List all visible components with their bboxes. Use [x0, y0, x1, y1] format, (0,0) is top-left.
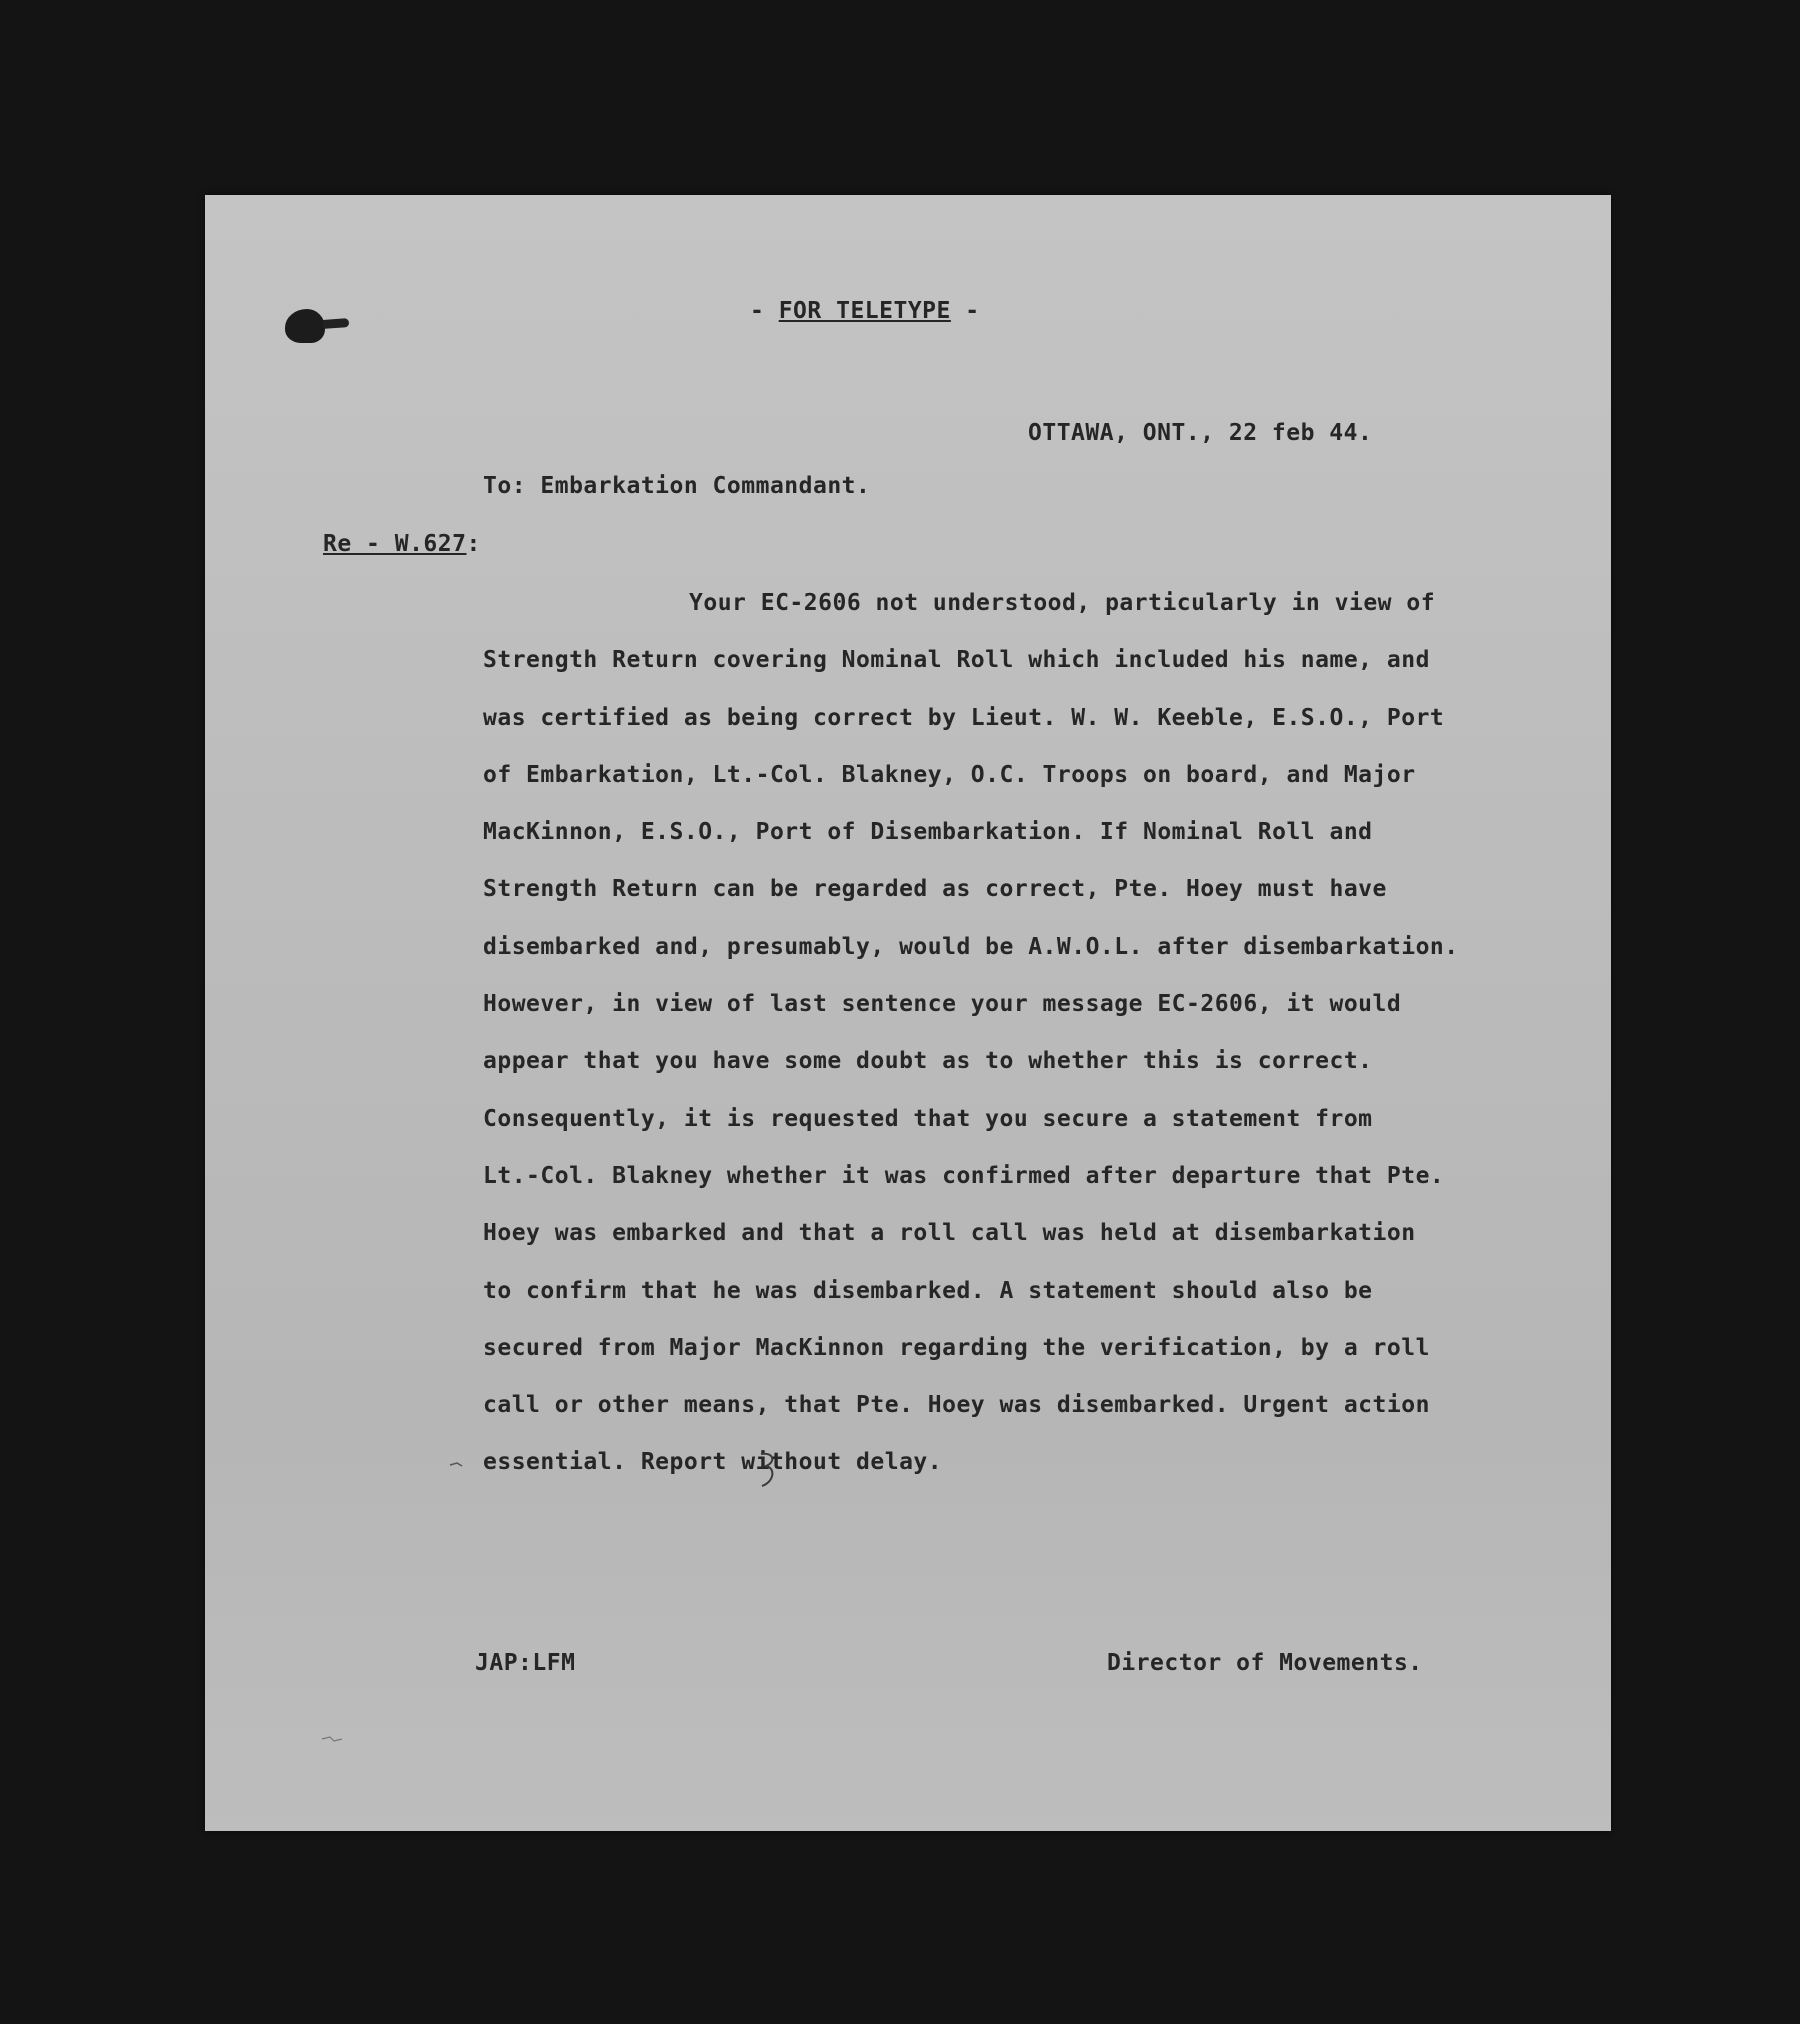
body-line: to confirm that he was disembarked. A statement should also be	[483, 1277, 1373, 1304]
heading-prefix: -	[750, 298, 779, 324]
body-line: was certified as being correct by Lieut. W. W. Keeble, E.S.O., Port	[483, 704, 1445, 731]
heading-text: FOR TELETYPE	[778, 298, 951, 324]
signature-block: Director of Movements.	[1107, 1650, 1423, 1676]
pencil-margin-mark	[320, 1733, 350, 1745]
body-line: secured from Major MacKinnon regarding the verification, by a roll	[483, 1334, 1430, 1361]
body-line: Hoey was embarked and that a roll call was held at disembarkation	[483, 1220, 1416, 1247]
teletype-document	[205, 195, 1611, 1831]
body-line: MacKinnon, E.S.O., Port of Disembarkation. If Nominal Roll and	[483, 819, 1373, 846]
body-line: of Embarkation, Lt.-Col. Blakney, O.C. Troops on board, and Major	[483, 761, 1416, 788]
ink-blot-mark	[285, 309, 325, 343]
typist-initials: JAP:LFM	[475, 1650, 576, 1676]
reference-number: Re - W.627	[323, 531, 467, 557]
body-line: Strength Return covering Nominal Roll which included his name, and	[483, 647, 1430, 674]
body-line: Strength Return can be regarded as correct, Pte. Hoey must have	[483, 876, 1387, 903]
margin-tick-mark	[449, 1461, 463, 1469]
message-body	[483, 585, 1483, 1502]
body-line: appear that you have some doubt as to whether this is correct.	[483, 1048, 1373, 1075]
body-line: Consequently, it is requested that you secure a statement from	[483, 1105, 1373, 1132]
ink-blot-tail	[323, 318, 350, 329]
body-line: essential. Report without delay.	[483, 1449, 943, 1476]
document-heading	[750, 298, 980, 324]
reference-colon: :	[466, 531, 481, 557]
pencil-annotation-mark	[758, 1450, 780, 1490]
body-line: disembarked and, presumably, would be A.W.O.L. after disembarkation.	[483, 933, 1459, 960]
reference-line	[323, 531, 481, 557]
dateline: OTTAWA, ONT., 22 feb 44.	[1028, 420, 1373, 446]
recipient-line: To: Embarkation Commandant.	[483, 473, 871, 499]
body-line: call or other means, that Pte. Hoey was disembarked. Urgent action	[483, 1392, 1430, 1419]
body-line: However, in view of last sentence your message EC-2606, it would	[483, 991, 1402, 1018]
body-line: Lt.-Col. Blakney whether it was confirmed after departure that Pte.	[483, 1162, 1445, 1189]
body-line: Your EC-2606 not understood, particularly in view of	[689, 590, 1436, 616]
heading-suffix: -	[950, 298, 980, 324]
